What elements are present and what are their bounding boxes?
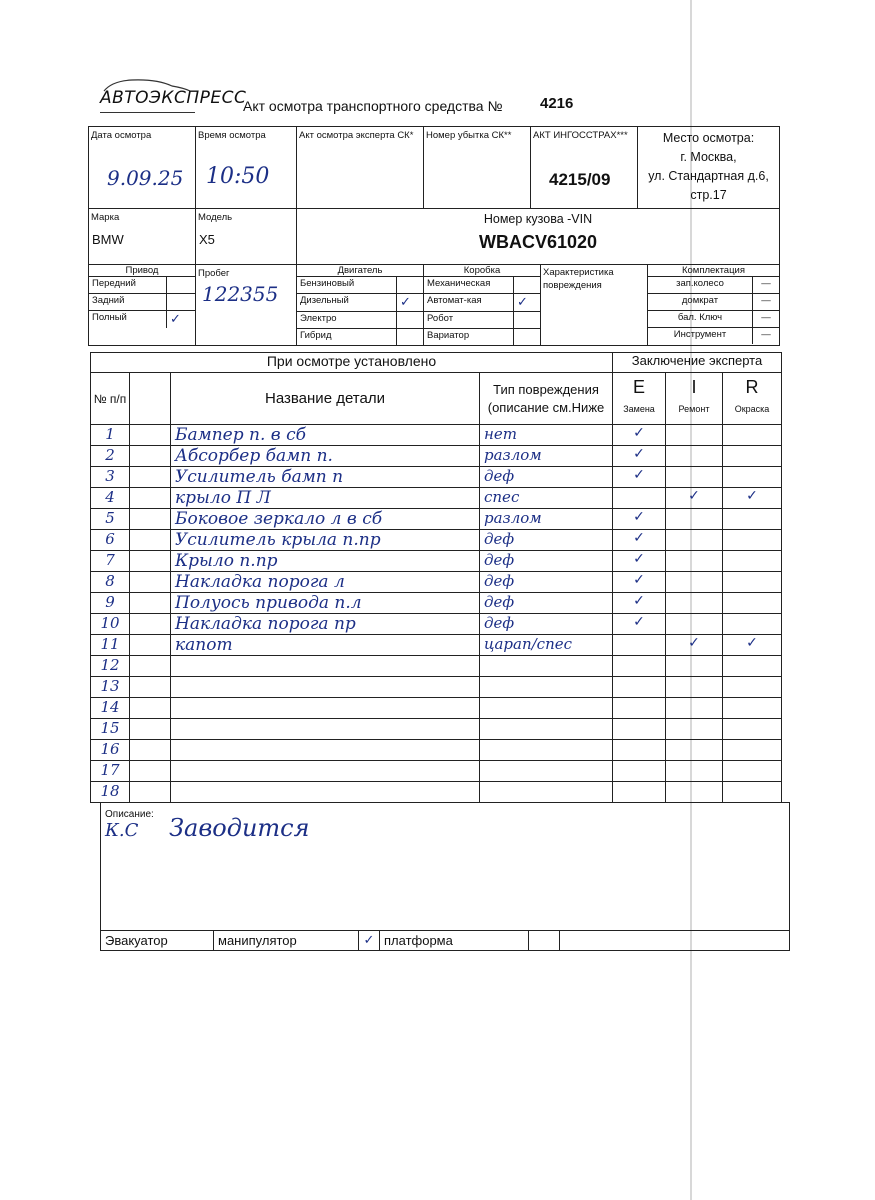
row-part-name[interactable]: Усилитель бамп п: [171, 467, 480, 488]
table-row: [91, 593, 782, 614]
col-damage-line2: (описание см.Ниже: [487, 399, 605, 415]
engine-petrol-label: Бензиновый: [297, 277, 397, 294]
row-part-name[interactable]: Накладка порога л: [171, 572, 480, 593]
time-value: 10:50: [206, 164, 270, 189]
row-paint-mark[interactable]: [723, 446, 782, 467]
row-part-name[interactable]: крыло П Л: [171, 488, 480, 509]
engine-diesel-checkbox[interactable]: ✓: [397, 294, 424, 312]
row-number: 10: [91, 614, 130, 635]
row-replace-mark[interactable]: ✓: [613, 551, 666, 572]
kit-cell: [648, 265, 780, 346]
engine-cell: [297, 265, 424, 346]
drive-full-label: Полный: [89, 311, 167, 329]
col-i-letter: I: [691, 377, 697, 397]
vin-cell: [297, 209, 780, 265]
row-damage-type[interactable]: [480, 656, 613, 677]
col-i-header: [666, 373, 723, 425]
damage-char-label1: Характеристика: [543, 267, 614, 278]
mileage-cell: [196, 265, 297, 346]
findings-rows: [91, 425, 782, 803]
engine-title: Двигатель: [297, 265, 423, 277]
gearbox-cvt-label: Вариатор: [424, 329, 514, 346]
gearbox-robot-label: Робот: [424, 312, 514, 329]
row-spacer: [130, 488, 171, 509]
table-row: [91, 656, 782, 677]
kit-wrench-value[interactable]: —: [753, 311, 780, 328]
table-row: [91, 740, 782, 761]
document-title: Акт осмотра транспортного средства №: [243, 98, 503, 114]
row-spacer: [130, 698, 171, 719]
row-paint-mark[interactable]: [723, 698, 782, 719]
ingos-label: АКТ ИНГОССТРАХ***: [533, 130, 628, 141]
row-damage-type[interactable]: [480, 698, 613, 719]
place-label: Место осмотра:: [662, 131, 755, 145]
platform-checkbox[interactable]: [529, 931, 560, 951]
row-repair-mark[interactable]: [666, 509, 723, 530]
row-part-name[interactable]: [171, 761, 480, 782]
place-line1: г. Москва,: [680, 150, 737, 164]
vin-label: Номер кузова -VIN: [483, 212, 593, 226]
expert-act-cell: [297, 127, 424, 209]
row-repair-mark[interactable]: [666, 698, 723, 719]
gearbox-auto-label: Автомат-кая: [424, 294, 514, 312]
row-repair-mark[interactable]: [666, 782, 723, 803]
row-part-name[interactable]: [171, 698, 480, 719]
kit-jack-label: домкрат: [648, 294, 753, 311]
description-table: [100, 802, 790, 951]
row-spacer: [130, 530, 171, 551]
row-spacer: [130, 614, 171, 635]
description-prefix: К.С: [105, 820, 139, 841]
row-replace-mark[interactable]: [613, 635, 666, 656]
row-damage-type[interactable]: разлом: [480, 446, 613, 467]
row-damage-type[interactable]: разлом: [480, 509, 613, 530]
ingos-value: 4215/09: [549, 170, 611, 189]
table-row: [91, 635, 782, 656]
make-value: BMW: [92, 232, 124, 247]
specs-table: [88, 264, 780, 346]
drive-full-checkbox[interactable]: ✓: [167, 311, 196, 329]
row-replace-mark[interactable]: [613, 488, 666, 509]
row-repair-mark[interactable]: [666, 719, 723, 740]
table-row: [91, 446, 782, 467]
row-repair-mark[interactable]: [666, 614, 723, 635]
row-replace-mark[interactable]: ✓: [613, 425, 666, 446]
engine-hybrid-checkbox[interactable]: [397, 329, 424, 346]
kit-title: Комплектация: [648, 265, 779, 277]
row-damage-type[interactable]: [480, 677, 613, 698]
row-damage-type[interactable]: спес: [480, 488, 613, 509]
row-spacer: [130, 719, 171, 740]
row-part-name[interactable]: [171, 719, 480, 740]
row-number: 17: [91, 761, 130, 782]
col-r-letter: R: [745, 377, 759, 397]
table-row: [91, 551, 782, 572]
row-number: 8: [91, 572, 130, 593]
engine-electric-checkbox[interactable]: [397, 312, 424, 329]
table-row: [91, 425, 782, 446]
engine-hybrid-label: Гибрид: [297, 329, 397, 346]
place-line2: ул. Стандартная д.6,: [648, 169, 769, 183]
gearbox-subtable: [424, 265, 540, 345]
row-part-name[interactable]: капот: [171, 635, 480, 656]
row-replace-mark[interactable]: ✓: [613, 530, 666, 551]
date-cell: [89, 127, 196, 209]
kit-tools-label: Инструмент: [648, 328, 753, 345]
damage-char-label2: повреждения: [543, 280, 602, 291]
row-paint-mark[interactable]: ✓: [723, 635, 782, 656]
table-row: [91, 677, 782, 698]
row-damage-type[interactable]: деф: [480, 572, 613, 593]
col-e-header: [613, 373, 666, 425]
drive-rear-label: Задний: [89, 294, 167, 311]
drive-cell: [89, 265, 196, 346]
row-number: 1: [91, 425, 130, 446]
row-spacer: [130, 677, 171, 698]
row-replace-mark[interactable]: ✓: [613, 614, 666, 635]
row-damage-type[interactable]: [480, 782, 613, 803]
row-paint-mark[interactable]: [723, 530, 782, 551]
kit-spare-wheel-label: зап.колесо: [648, 277, 753, 294]
date-value: 9.09.25: [107, 166, 184, 190]
row-part-name[interactable]: Полуось привода п.л: [171, 593, 480, 614]
row-number: 14: [91, 698, 130, 719]
table-row: [91, 719, 782, 740]
col-damage-header: [480, 373, 613, 425]
table-row: [91, 488, 782, 509]
row-replace-mark[interactable]: [613, 656, 666, 677]
row-repair-mark[interactable]: [666, 761, 723, 782]
kit-wrench-label: бал. Ключ: [648, 311, 753, 328]
row-replace-mark[interactable]: [613, 761, 666, 782]
row-damage-type[interactable]: царап/спес: [480, 635, 613, 656]
row-number: 11: [91, 635, 130, 656]
row-replace-mark[interactable]: ✓: [613, 446, 666, 467]
row-spacer: [130, 782, 171, 803]
logo-underline: [100, 112, 195, 113]
col-r-header: [723, 373, 782, 425]
row-repair-mark[interactable]: [666, 425, 723, 446]
row-paint-mark[interactable]: [723, 677, 782, 698]
row-damage-type[interactable]: деф: [480, 530, 613, 551]
row-repair-mark[interactable]: [666, 593, 723, 614]
row-spacer: [130, 593, 171, 614]
row-repair-mark[interactable]: [666, 677, 723, 698]
row-part-name[interactable]: Накладка порога пр: [171, 614, 480, 635]
row-number: 12: [91, 656, 130, 677]
findings-title: При осмотре установлено: [91, 353, 613, 373]
row-damage-type[interactable]: деф: [480, 467, 613, 488]
row-paint-mark[interactable]: ✓: [723, 488, 782, 509]
row-number: 13: [91, 677, 130, 698]
transport-empty-cell: [560, 931, 790, 951]
col-e-sub: Замена: [623, 404, 655, 414]
row-part-name[interactable]: [171, 677, 480, 698]
gearbox-manual-checkbox[interactable]: [514, 277, 541, 294]
evacuator-label: Эвакуатор: [101, 931, 214, 951]
mileage-label: Пробег: [198, 268, 230, 279]
kit-subtable: [648, 265, 779, 344]
row-spacer: [130, 740, 171, 761]
row-paint-mark[interactable]: [723, 740, 782, 761]
row-part-name[interactable]: Крыло п.пр: [171, 551, 480, 572]
make-cell: [89, 209, 196, 265]
row-spacer: [130, 509, 171, 530]
row-paint-mark[interactable]: [723, 509, 782, 530]
engine-electric-label: Электро: [297, 312, 397, 329]
row-number: 7: [91, 551, 130, 572]
table-row: [91, 467, 782, 488]
row-paint-mark[interactable]: [723, 761, 782, 782]
row-paint-mark[interactable]: [723, 572, 782, 593]
company-logo: АВТОЭКСПРЕСС: [100, 88, 247, 108]
description-label: Описание:: [105, 809, 154, 820]
table-row: [91, 761, 782, 782]
engine-diesel-label: Дизельный: [297, 294, 397, 312]
ingos-cell: [531, 127, 638, 209]
row-repair-mark[interactable]: [666, 572, 723, 593]
row-paint-mark[interactable]: [723, 719, 782, 740]
table-row: [91, 782, 782, 803]
row-repair-mark[interactable]: [666, 446, 723, 467]
kit-jack-value[interactable]: —: [753, 294, 780, 311]
expert-conclusion-title: Заключение эксперта: [613, 353, 782, 373]
col-r-sub: Окраска: [734, 404, 770, 414]
row-replace-mark[interactable]: [613, 740, 666, 761]
table-row: [91, 572, 782, 593]
col-number-header: № п/п: [91, 373, 130, 425]
row-spacer: [130, 425, 171, 446]
row-paint-mark[interactable]: [723, 656, 782, 677]
manipulator-label: манипулятор: [214, 931, 359, 951]
row-paint-mark[interactable]: [723, 551, 782, 572]
kit-spare-wheel-value[interactable]: —: [753, 277, 780, 294]
row-spacer: [130, 761, 171, 782]
row-spacer: [130, 656, 171, 677]
row-number: 5: [91, 509, 130, 530]
row-part-name[interactable]: Бампер п. в сб: [171, 425, 480, 446]
col-spacer-header: [130, 373, 171, 425]
row-number: 2: [91, 446, 130, 467]
vin-value: WBACV61020: [478, 232, 598, 252]
row-spacer: [130, 551, 171, 572]
row-damage-type[interactable]: [480, 719, 613, 740]
vehicle-table: [88, 208, 780, 265]
col-i-sub: Ремонт: [678, 404, 710, 414]
col-part-header: Название детали: [171, 373, 480, 425]
row-damage-type[interactable]: нет: [480, 425, 613, 446]
row-number: 15: [91, 719, 130, 740]
row-spacer: [130, 635, 171, 656]
time-cell: [196, 127, 297, 209]
row-repair-mark[interactable]: [666, 530, 723, 551]
row-repair-mark[interactable]: [666, 740, 723, 761]
row-paint-mark[interactable]: [723, 593, 782, 614]
gearbox-auto-checkbox[interactable]: ✓: [514, 294, 541, 312]
gearbox-robot-checkbox[interactable]: [514, 312, 541, 329]
row-repair-mark[interactable]: [666, 467, 723, 488]
findings-table: [90, 352, 782, 803]
engine-subtable: [297, 265, 423, 345]
row-number: 18: [91, 782, 130, 803]
row-damage-type[interactable]: деф: [480, 614, 613, 635]
manipulator-checkbox[interactable]: ✓: [359, 931, 380, 951]
row-part-name[interactable]: [171, 740, 480, 761]
time-label: Время осмотра: [198, 130, 266, 141]
table-row: [91, 698, 782, 719]
row-damage-type[interactable]: деф: [480, 593, 613, 614]
damage-char-cell: [541, 265, 648, 346]
table-row: [91, 509, 782, 530]
row-paint-mark[interactable]: [723, 782, 782, 803]
header-table: [88, 126, 780, 209]
row-part-name[interactable]: Абсорбер бамп п.: [171, 446, 480, 467]
row-replace-mark[interactable]: [613, 719, 666, 740]
engine-petrol-checkbox[interactable]: [397, 277, 424, 294]
row-part-name[interactable]: Усилитель крыла п.пр: [171, 530, 480, 551]
row-spacer: [130, 467, 171, 488]
loss-number-label: Номер убытка СК**: [426, 130, 512, 141]
description-cell: [101, 803, 790, 931]
loss-number-cell: [424, 127, 531, 209]
row-number: 4: [91, 488, 130, 509]
model-label: Модель: [198, 212, 233, 223]
gearbox-manual-label: Механическая: [424, 277, 514, 294]
table-row: [91, 614, 782, 635]
row-replace-mark[interactable]: ✓: [613, 593, 666, 614]
kit-tools-value[interactable]: —: [753, 328, 780, 345]
row-replace-mark[interactable]: ✓: [613, 509, 666, 530]
place-line3: стр.17: [690, 188, 727, 202]
row-replace-mark[interactable]: [613, 782, 666, 803]
model-value: X5: [199, 232, 215, 247]
row-spacer: [130, 572, 171, 593]
col-e-letter: E: [632, 377, 645, 397]
make-label: Марка: [91, 212, 120, 223]
row-repair-mark[interactable]: ✓: [666, 635, 723, 656]
row-damage-type[interactable]: [480, 740, 613, 761]
mileage-value: 122355: [202, 282, 279, 306]
row-part-name[interactable]: [171, 656, 480, 677]
row-paint-mark[interactable]: [723, 425, 782, 446]
expert-act-label: Акт осмотра эксперта СК*: [299, 130, 414, 141]
row-repair-mark[interactable]: [666, 656, 723, 677]
gearbox-cvt-checkbox[interactable]: [514, 329, 541, 346]
row-spacer: [130, 446, 171, 467]
place-cell: [638, 127, 780, 209]
drive-front-label: Передний: [89, 277, 167, 294]
gearbox-cell: [424, 265, 541, 346]
row-repair-mark[interactable]: ✓: [666, 488, 723, 509]
date-label: Дата осмотра: [91, 130, 152, 141]
row-paint-mark[interactable]: [723, 614, 782, 635]
row-number: 6: [91, 530, 130, 551]
row-replace-mark[interactable]: ✓: [613, 467, 666, 488]
row-damage-type[interactable]: деф: [480, 551, 613, 572]
row-number: 3: [91, 467, 130, 488]
row-number: 9: [91, 593, 130, 614]
drive-subtable: [89, 265, 195, 328]
row-part-name[interactable]: [171, 782, 480, 803]
document-number: 4216: [540, 95, 574, 112]
row-paint-mark[interactable]: [723, 467, 782, 488]
table-row: [91, 530, 782, 551]
col-damage-line1: Тип повреждения: [493, 381, 599, 397]
model-cell: [196, 209, 297, 265]
drive-title: Привод: [89, 265, 195, 277]
row-repair-mark[interactable]: [666, 551, 723, 572]
row-replace-mark[interactable]: [613, 698, 666, 719]
drive-front-checkbox[interactable]: [167, 277, 196, 294]
row-replace-mark[interactable]: ✓: [613, 572, 666, 593]
row-part-name[interactable]: Боковое зеркало л в сб: [171, 509, 480, 530]
row-replace-mark[interactable]: [613, 677, 666, 698]
platform-label: платформа: [380, 931, 529, 951]
row-damage-type[interactable]: [480, 761, 613, 782]
description-text: Заводится: [169, 814, 310, 842]
drive-rear-checkbox[interactable]: [167, 294, 196, 311]
gearbox-title: Коробка: [424, 265, 540, 277]
row-number: 16: [91, 740, 130, 761]
